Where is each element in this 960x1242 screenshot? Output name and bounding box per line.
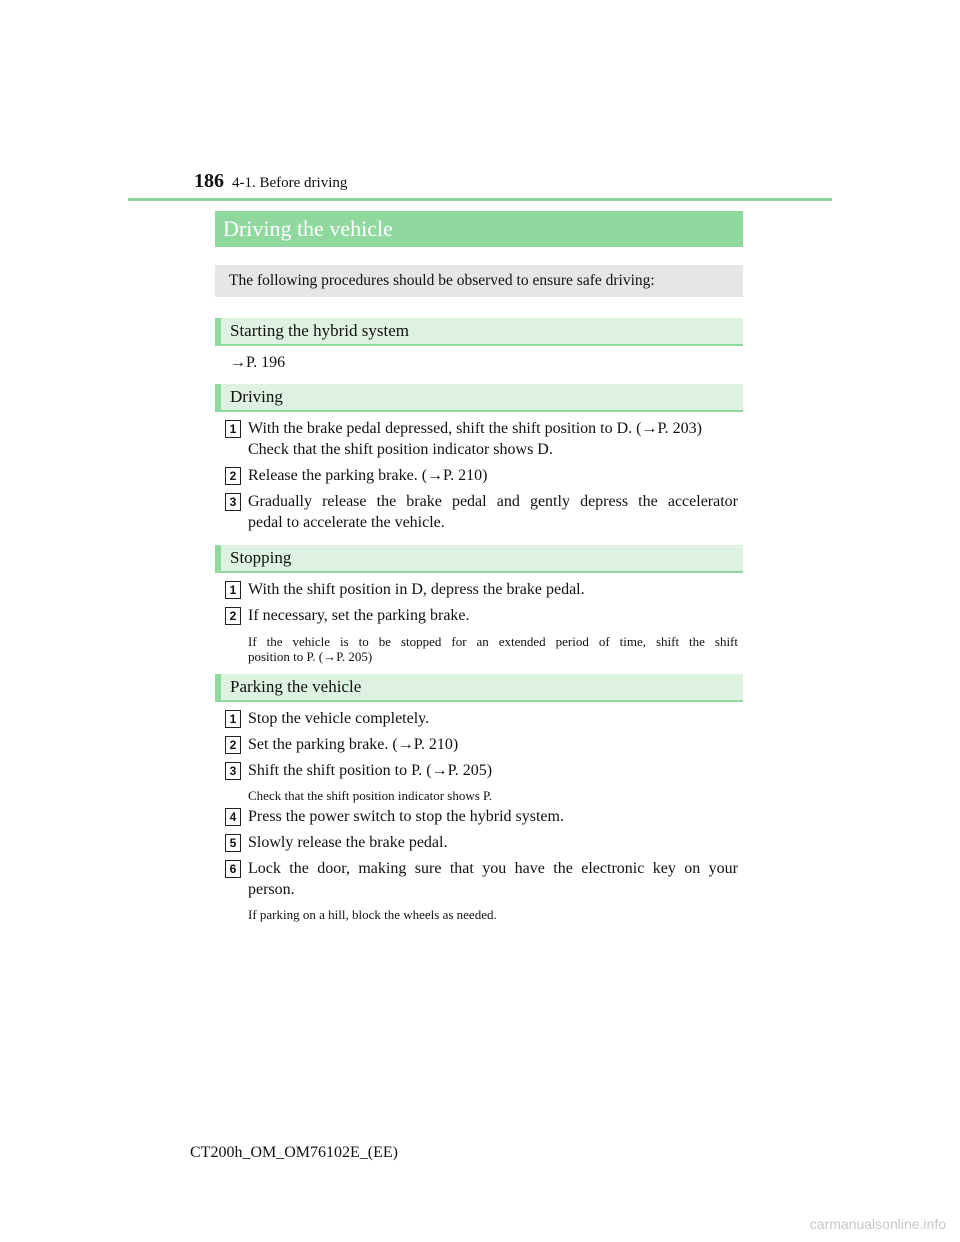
stopping-note-line-2: position to P. (→P. 205) [248, 649, 373, 664]
page-title: Driving the vehicle [215, 211, 743, 247]
parking-step-3-number: 3 [225, 762, 241, 780]
parking-note-indicator: Check that the shift position indicator shows P. [248, 788, 493, 803]
heading-driving: Driving [215, 384, 743, 412]
manual-code: CT200h_OM_OM76102E_(EE) [190, 1144, 398, 1161]
stopping-step-2-number: 2 [225, 607, 241, 625]
parking-step-2-number: 2 [225, 736, 241, 754]
parking-note-hill: If parking on a hill, block the wheels as needed. [248, 907, 497, 922]
driving-step-1-number: 1 [225, 420, 241, 438]
stopping-step-1-text: With the shift position in D, depress the brake pedal. [248, 581, 585, 598]
parking-step-1-number: 1 [225, 710, 241, 728]
parking-step-5-text: Slowly release the brake pedal. [248, 834, 448, 851]
driving-step-3-line-2: pedal to accelerate the vehicle. [248, 514, 445, 531]
parking-step-6-line-1: Lock the door, making sure that you have the electronic key on your [248, 860, 738, 877]
driving-step-3-number: 3 [225, 493, 241, 511]
driving-step-1-line-1: With the brake pedal depressed, shift the shift position to D. (→P. 203) [248, 420, 702, 437]
parking-step-4-number: 4 [225, 808, 241, 826]
heading-stopping: Stopping [215, 545, 743, 573]
parking-step-6-number: 6 [225, 860, 241, 878]
header-rule [128, 198, 832, 201]
parking-step-2-text: Set the parking brake. (→P. 210) [248, 736, 459, 753]
driving-step-2-number: 2 [225, 467, 241, 485]
heading-parking: Parking the vehicle [215, 674, 743, 702]
intro-text: The following procedures should be observed to ensure safe driving: [215, 265, 743, 297]
stopping-note-line-1: If the vehicle is to be stopped for an extended period of time, shift the shift [248, 634, 738, 649]
watermark: carmanualsonline.info [809, 1216, 946, 1232]
driving-step-3-line-1: Gradually release the brake pedal and gently depress the accelerator [248, 493, 738, 510]
parking-step-4-text: Press the power switch to stop the hybrid system. [248, 808, 564, 825]
parking-step-5-number: 5 [225, 834, 241, 852]
stopping-step-2-text: If necessary, set the parking brake. [248, 607, 470, 624]
parking-step-6-line-2: person. [248, 881, 295, 898]
parking-step-1-text: Stop the vehicle completely. [248, 710, 430, 727]
page-header [194, 170, 347, 193]
section-path: 4-1. Before driving [232, 175, 348, 191]
driving-step-2-text: Release the parking brake. (→P. 210) [248, 467, 488, 484]
driving-step-1-line-2: Check that the shift position indicator shows D. [248, 441, 553, 458]
starting-page-ref: →P. 196 [230, 354, 286, 371]
page-number: 186 [194, 170, 224, 192]
heading-starting: Starting the hybrid system [215, 318, 743, 346]
stopping-step-1-number: 1 [225, 581, 241, 599]
parking-step-3-text: Shift the shift position to P. (→P. 205) [248, 762, 493, 779]
